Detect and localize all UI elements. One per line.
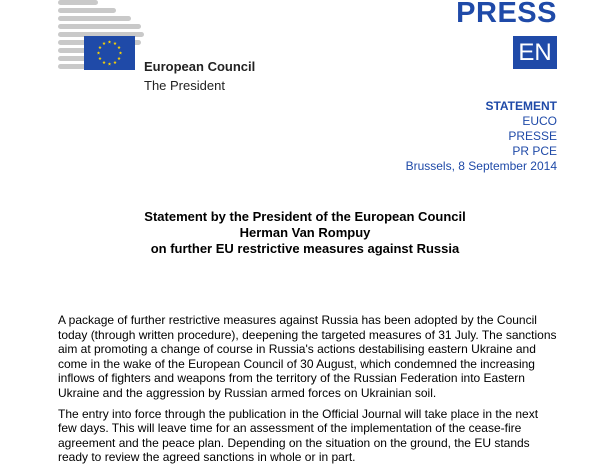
statement-body [58, 313, 558, 471]
organisation-role: The President [144, 78, 225, 93]
logo-stripe [58, 0, 98, 5]
logo-stripe [58, 16, 131, 21]
document-code-presse: PRESSE [508, 129, 557, 143]
eu-flag-icon [84, 36, 135, 70]
place-date: Brussels, 8 September 2014 [405, 159, 557, 173]
body-paragraph-2: The entry into force through the publication in the Official Journal will take place in the next few days. This will leave time for an assessment of the implementation of the cease-fire agreement and the peace plan. Depending on the situation on the ground, the EU stands ready to review the agreed sanctions in whole or in part. [58, 406, 539, 465]
document-code-euco: EUCO [522, 114, 557, 128]
title-line-1: Statement by the President of the European Council [144, 209, 466, 224]
document-type: STATEMENT [485, 99, 557, 113]
document-code-prpce: PR PCE [512, 144, 557, 158]
language-badge: EN [513, 36, 557, 69]
press-label: PRESS [456, 0, 557, 29]
organisation-name: European Council [144, 59, 256, 74]
logo-stripe [58, 24, 141, 29]
body-paragraph-1: A package of further restrictive measures against Russia has been adopted by the Council today (through written procedure), deepening the targeted measures of 31 July. The sanctions aim at promoting a change of course in Russia's actions destabilising eastern Ukraine and come in the wake of the European Council of 30 August, which condemned the increasing inflows of fighters and weapons from the territory of the Russian Federation into Eastern Ukraine and the aggression by Russian armed forces on Ukrainian soil. [58, 313, 557, 400]
title-line-3: on further EU restrictive measures against Russia [150, 241, 460, 256]
title-line-2: Herman Van Rompuy [239, 225, 371, 240]
document-metadata [406, 99, 557, 174]
logo-stripe [58, 8, 116, 13]
statement-title [0, 209, 610, 257]
